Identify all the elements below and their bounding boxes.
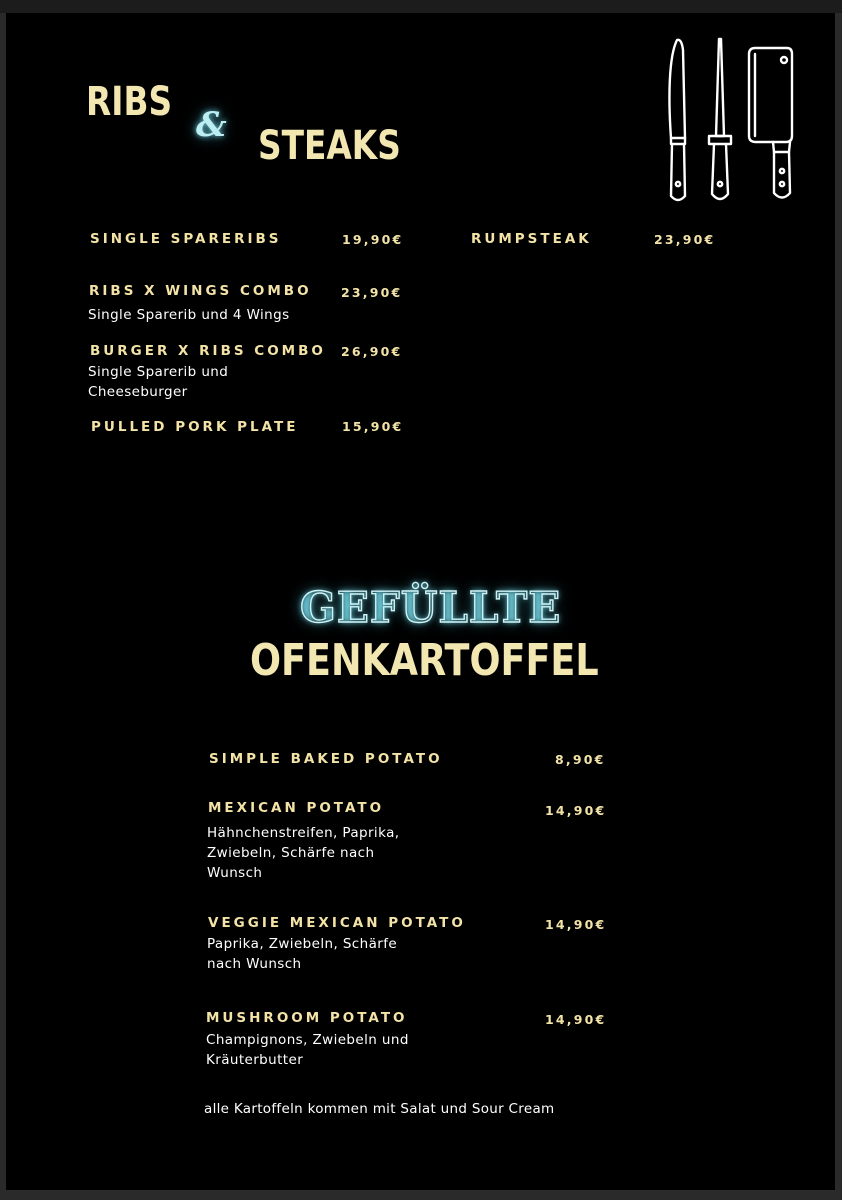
- potato-item-price: 14,90€: [545, 1012, 607, 1027]
- ribs-item-description: Single Sparerib und Cheeseburger: [88, 364, 229, 400]
- ribs-item-price: 26,90€: [341, 344, 403, 359]
- potato-item-name: MEXICAN POTATO: [208, 800, 385, 816]
- potato-item-description: Hähnchenstreifen, Paprika, Zwiebeln, Schärfe nach Wunsch: [207, 825, 400, 881]
- ribs-item-name: RIBS X WINGS COMBO: [89, 283, 312, 299]
- potato-footnote: alle Kartoffeln kommen mit Salat und Sour Cream: [204, 1101, 555, 1117]
- title-ribs: RIBS: [86, 79, 173, 125]
- potato-item-price: 14,90€: [545, 917, 607, 932]
- ribs-item-name: BURGER X RIBS COMBO: [90, 343, 326, 359]
- steak-item-price: 23,90€: [654, 232, 716, 247]
- steak-item-name: RUMPSTEAK: [471, 231, 592, 247]
- potato-item-name: MUSHROOM POTATO: [206, 1010, 408, 1026]
- title-steaks: STEAKS: [258, 123, 401, 169]
- ribs-item-price: 15,90€: [342, 419, 404, 434]
- ribs-item-name: SINGLE SPARERIBS: [90, 231, 282, 247]
- potato-item-price: 8,90€: [555, 752, 606, 767]
- title-ampersand: &: [196, 105, 227, 145]
- window-frame-top: [0, 0, 842, 13]
- potato-item-name: SIMPLE BAKED POTATO: [209, 751, 443, 767]
- potato-item-description: Champignons, Zwiebeln und Kräuterbutter: [206, 1032, 409, 1068]
- potato-item-description: Paprika, Zwiebeln, Schärfe nach Wunsch: [207, 936, 398, 972]
- ribs-item-name: PULLED PORK PLATE: [91, 419, 299, 435]
- ribs-item-description: Single Sparerib und 4 Wings: [88, 307, 290, 323]
- sharpening-steel-icon: [709, 39, 731, 199]
- butcher-tools-icons: [661, 36, 796, 206]
- potato-title-neon: GEFÜLLTE: [300, 583, 562, 632]
- knife-icon: [669, 40, 685, 200]
- ribs-item-price: 19,90€: [342, 232, 404, 247]
- potato-item-price: 14,90€: [545, 803, 607, 818]
- potato-title-main: OFENKARTOFFEL: [250, 635, 599, 686]
- cleaver-icon: [749, 48, 792, 198]
- menu-page: [6, 13, 835, 1190]
- ribs-item-price: 23,90€: [341, 285, 403, 300]
- potato-item-name: VEGGIE MEXICAN POTATO: [208, 915, 466, 931]
